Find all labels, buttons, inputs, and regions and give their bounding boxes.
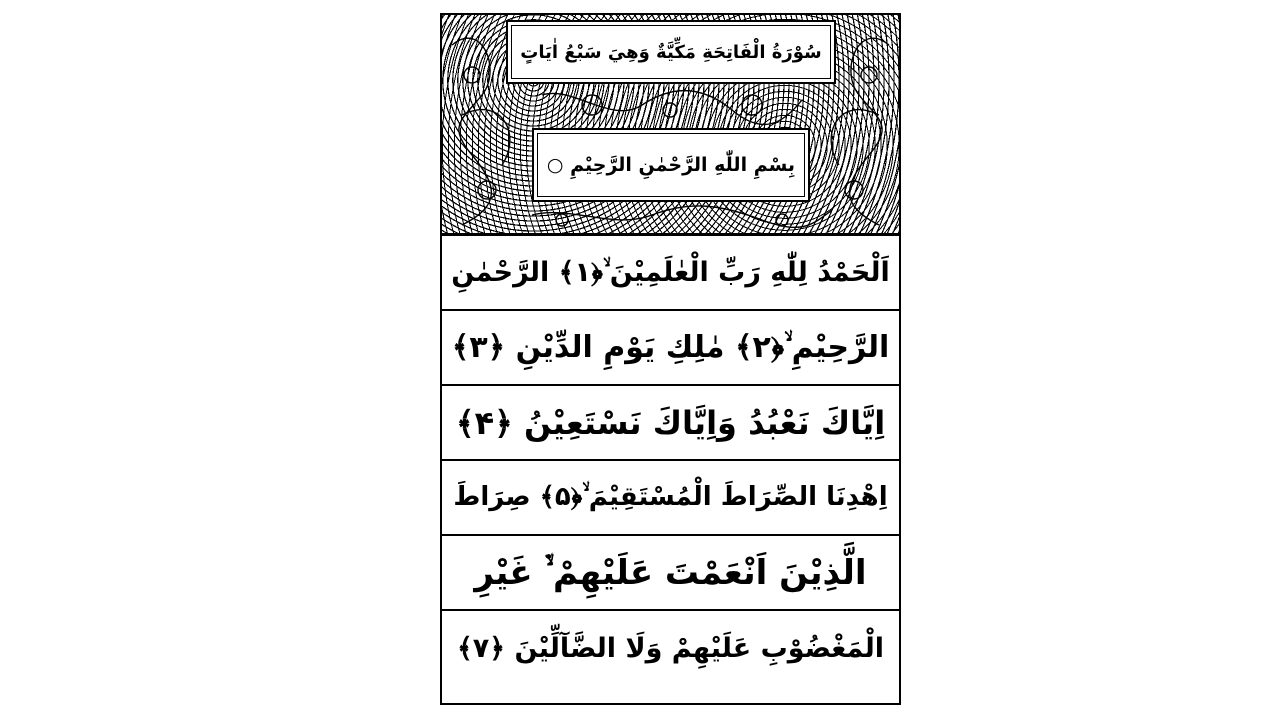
verse-line-text: الرَّحِيْمِ ۙ﴿۲﴾ مٰلِكِ يَوْمِ الدِّيْنِ ﴿۳﴾: [451, 330, 890, 365]
verse-line-text: الَّذِيْنَ اَنْعَمْتَ عَلَيْهِمْ ۙ۬ غَيْرِ: [474, 552, 867, 593]
bismillah-box: [532, 128, 810, 202]
verse-line-4: [442, 461, 899, 536]
surah-title: سُوْرَةُ الْفَاتِحَةِ مَكِّيَّةٌ وَهِيَ سَبْعُ اٰيَاتٍ: [520, 41, 822, 63]
bismillah: بِسْمِ اللّٰهِ الرَّحْمٰنِ الرَّحِيْمِ ○: [546, 154, 796, 176]
verse-line-5: [442, 536, 899, 611]
verse-lines: [442, 236, 899, 686]
decorative-header-ornament: [442, 15, 899, 236]
verse-line-text: اِيَّاكَ نَعْبُدُ وَاِيَّاكَ نَسْتَعِيْنُ ﴿۴﴾: [455, 403, 886, 442]
verse-line-2: [442, 311, 899, 386]
verse-line-text: الْمَغْضُوْبِ عَلَيْهِمْ وَلَا الضَّآلِّيْنَ ﴿۷﴾: [456, 633, 885, 664]
verse-line-6: [442, 611, 899, 686]
surah-title-box: [506, 20, 836, 84]
verse-line-1: [442, 236, 899, 311]
verse-line-text: اِهْدِنَا الصِّرَاطَ الْمُسْتَقِيْمَ ۙ﴿۵﴾ صِرَاطَ: [453, 482, 888, 512]
mushaf-page: [440, 13, 901, 705]
verse-line-text: اَلْحَمْدُ لِلّٰهِ رَبِّ الْعٰلَمِيْنَ ۙ﴿۱﴾ الرَّحْمٰنِ: [451, 256, 890, 288]
verse-line-3: [442, 386, 899, 461]
